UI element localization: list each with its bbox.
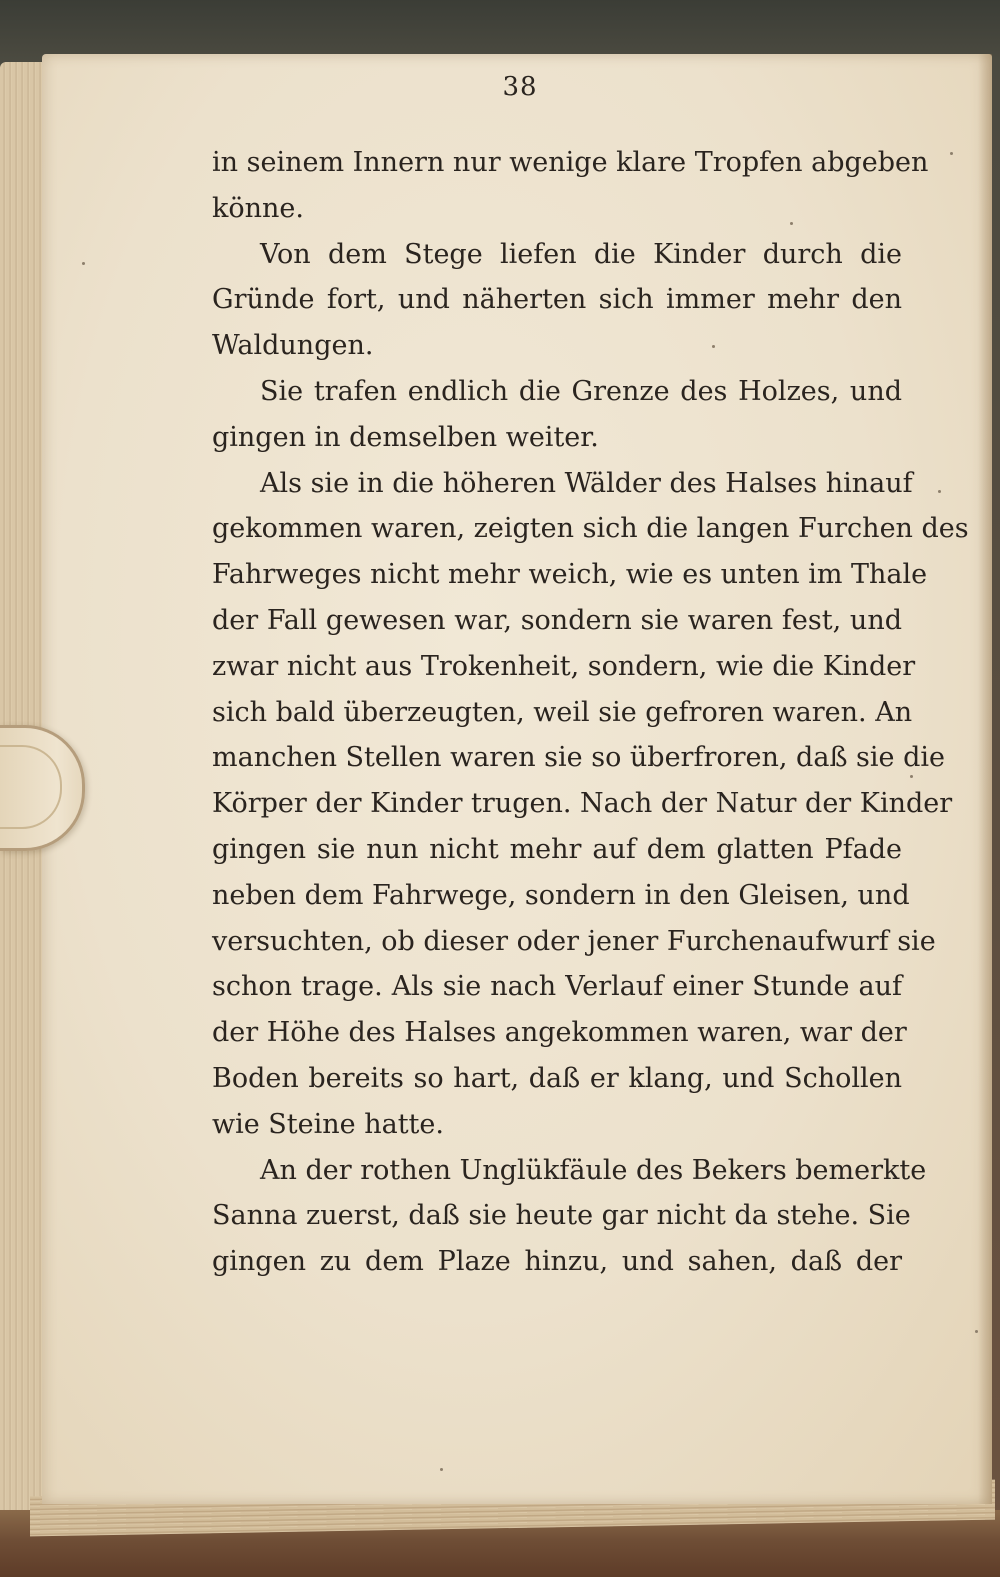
text-line: schon trage. Als sie nach Verlauf einer Stunde auf bbox=[212, 971, 902, 1003]
paper-speck bbox=[910, 775, 913, 778]
text-line: Von dem Stege liefen die Kinder durch die bbox=[260, 238, 902, 270]
text-line: in seinem Innern nur wenige klare Tropfen abgeben bbox=[212, 147, 929, 178]
text-line: gingen in demselben weiter. bbox=[212, 421, 599, 453]
text-line: könne. bbox=[212, 192, 304, 224]
paper-speck bbox=[790, 222, 793, 225]
text-line: sich bald überzeugten, weil sie gefroren waren. An bbox=[212, 696, 913, 728]
paper-speck bbox=[975, 1330, 978, 1333]
text-line: Gründe fort, und näherten sich immer mehr den bbox=[212, 284, 902, 316]
text-line: der Höhe des Halses angekommen waren, war der bbox=[212, 1017, 907, 1049]
text-line: versuchten, ob dieser oder jener Furchenaufwurf sie bbox=[212, 925, 936, 957]
text-line: An der rothen Unglükfäule des Bekers bemerkte bbox=[260, 1154, 927, 1186]
page-number: 38 bbox=[502, 72, 538, 102]
paper-speck bbox=[938, 490, 941, 493]
paper-speck bbox=[950, 152, 953, 155]
text-line: Als sie in die höheren Wälder des Halses hinauf bbox=[260, 467, 913, 499]
text-line: der Fall gewesen war, sondern sie waren fest, und bbox=[212, 604, 902, 636]
text-line: Sie trafen endlich die Grenze des Holzes, und bbox=[260, 375, 902, 407]
text-line: zwar nicht aus Trokenheit, sondern, wie die Kinder bbox=[212, 650, 916, 682]
text-line: Boden bereits so hart, daß er klang, und Schollen bbox=[212, 1062, 902, 1094]
paper-speck bbox=[712, 345, 715, 348]
text-line: wie Steine hatte. bbox=[212, 1108, 444, 1140]
paper-speck bbox=[440, 1468, 443, 1471]
text-line: Sanna zuerst, daß sie heute gar nicht da stehe. Sie bbox=[212, 1200, 911, 1232]
text-line: neben dem Fahrwege, sondern in den Gleisen, und bbox=[212, 879, 910, 911]
text-line: gingen zu dem Plaze hinzu, und sahen, daß der bbox=[212, 1246, 902, 1278]
body-text bbox=[212, 140, 969, 1285]
text-line: gekommen waren, zeigten sich die langen Furchen des bbox=[212, 513, 969, 545]
paper-speck bbox=[82, 262, 85, 265]
page-gutter bbox=[978, 54, 992, 1504]
text-line: Waldungen. bbox=[212, 330, 374, 362]
text-line: manchen Stellen waren sie so überfroren, daß sie die bbox=[212, 742, 946, 774]
text-line: Körper der Kinder trugen. Nach der Natur der Kinder bbox=[212, 788, 953, 820]
text-line: Fahrweges nicht mehr weich, wie es unten im Thale bbox=[212, 559, 928, 591]
text-line: gingen sie nun nicht mehr auf dem glatten Pfade bbox=[212, 833, 902, 865]
